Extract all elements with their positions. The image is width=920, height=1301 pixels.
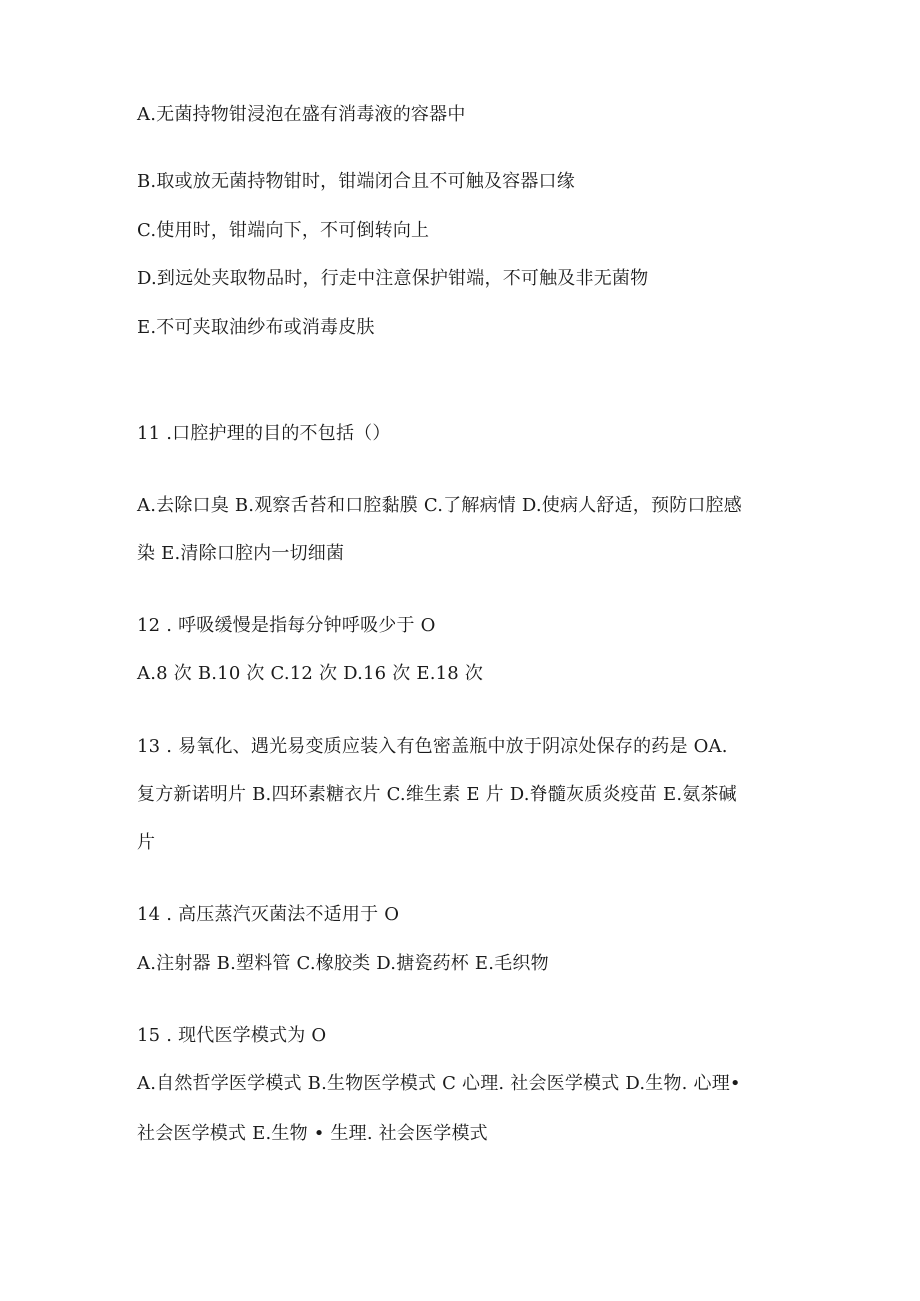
question-15-options-line-2: 社会医学模式 E.生物 • 生理. 社会医学模式	[137, 1123, 488, 1144]
question-15: 15 . 现代医学模式为 O	[137, 1025, 327, 1046]
option-a-line: A.无菌持物钳浸泡在盛有消毒液的容器中	[137, 104, 466, 125]
option-e-line: E.不可夹取油纱布或消毒皮肤	[137, 317, 375, 338]
question-13-line-1: 13 . 易氧化、遇光易变质应装入有色密盖瓶中放于阴凉处保存的药是 OA.	[137, 736, 728, 757]
question-11-options-line-1: A.去除口臭 B.观察舌苔和口腔黏膜 C.了解病情 D.使病人舒适，预防口腔感	[137, 495, 742, 516]
question-11-options-line-2: 染 E.清除口腔内一切细菌	[137, 543, 345, 564]
question-14: 14 . 高压蒸汽灭菌法不适用于 O	[137, 904, 400, 925]
question-14-options: A.注射器 B.塑料管 C.橡胶类 D.搪瓷药杯 E.毛织物	[137, 953, 549, 974]
option-d-line: D.到远处夹取物品时，行走中注意保护钳端，不可触及非无菌物	[137, 268, 649, 289]
question-11: 11 .口腔护理的目的不包括（）	[137, 423, 391, 444]
question-13-line-2: 复方新诺明片 B.四环素糖衣片 C.维生素 E 片 D.脊髓灰质炎疫苗 E.氨茶碱	[137, 784, 737, 805]
question-13-line-3: 片	[137, 832, 156, 853]
question-12: 12 . 呼吸缓慢是指每分钟呼吸少于 O	[137, 615, 436, 636]
option-b-line: B.取或放无菌持物钳时，钳端闭合且不可触及容器口缘	[137, 171, 575, 192]
question-15-options-line-1: A.自然哲学医学模式 B.生物医学模式 C 心理. 社会医学模式 D.生物. 心理•	[137, 1073, 741, 1094]
option-c-line: C.使用时，钳端向下，不可倒转向上	[137, 220, 430, 241]
question-12-options: A.8 次 B.10 次 C.12 次 D.16 次 E.18 次	[137, 663, 484, 684]
